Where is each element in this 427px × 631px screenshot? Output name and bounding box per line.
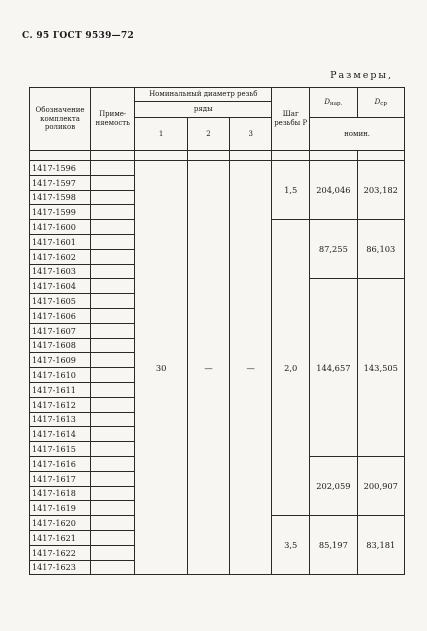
d-sr-value: 203,182 bbox=[357, 161, 404, 220]
page-header: С. 95 ГОСТ 9539—72 bbox=[22, 31, 135, 41]
row-designation: 1417-1610 bbox=[30, 368, 91, 383]
row-note bbox=[91, 382, 135, 397]
row-note bbox=[91, 368, 135, 383]
pitch-value: 2,0 bbox=[272, 220, 310, 516]
row-note bbox=[91, 530, 135, 545]
col-row-1: 1 bbox=[135, 118, 188, 151]
row-designation: 1417-1603 bbox=[30, 264, 91, 279]
col-d-sr: Dср bbox=[357, 88, 404, 118]
pitch-value: 3,5 bbox=[272, 516, 310, 575]
row-note bbox=[91, 205, 135, 220]
col-row-3: 3 bbox=[230, 118, 272, 151]
col-pitch: Шаг резьбы P bbox=[272, 88, 310, 151]
row-note bbox=[91, 471, 135, 486]
col-d-nar: Dнар. bbox=[310, 88, 357, 118]
pitch-value: 1,5 bbox=[272, 161, 310, 220]
units-label: Размеры, bbox=[330, 70, 393, 81]
row-designation: 1417-1612 bbox=[30, 397, 91, 412]
row-note bbox=[91, 545, 135, 560]
col-nominal-diameter: Номинальный диаметр резьб bbox=[135, 88, 272, 102]
roller-set-table bbox=[29, 87, 405, 575]
d-nar-value: 144,657 bbox=[310, 279, 357, 457]
row-designation: 1417-1619 bbox=[30, 501, 91, 516]
row-note bbox=[91, 308, 135, 323]
row-note bbox=[91, 442, 135, 457]
row-designation: 1417-1602 bbox=[30, 249, 91, 264]
row-designation: 1417-1598 bbox=[30, 190, 91, 205]
row-note bbox=[91, 456, 135, 471]
row-note bbox=[91, 264, 135, 279]
row-note bbox=[91, 279, 135, 294]
row-note bbox=[91, 220, 135, 235]
d-sr-value: 143,505 bbox=[357, 279, 404, 457]
row-designation: 1417-1622 bbox=[30, 545, 91, 560]
row-designation: 1417-1606 bbox=[30, 308, 91, 323]
row-designation: 1417-1617 bbox=[30, 471, 91, 486]
d-nar-value: 85,197 bbox=[310, 516, 357, 575]
row-designation: 1417-1600 bbox=[30, 220, 91, 235]
row-designation: 1417-1604 bbox=[30, 279, 91, 294]
row-note bbox=[91, 234, 135, 249]
row-designation: 1417-1623 bbox=[30, 560, 91, 575]
row-designation: 1417-1614 bbox=[30, 427, 91, 442]
col-note: Применяемость bbox=[91, 88, 135, 151]
row-designation: 1417-1618 bbox=[30, 486, 91, 501]
row-note bbox=[91, 323, 135, 338]
row-note bbox=[91, 294, 135, 309]
row-designation: 1417-1599 bbox=[30, 205, 91, 220]
row-note bbox=[91, 249, 135, 264]
row-designation: 1417-1605 bbox=[30, 294, 91, 309]
row2-value: — bbox=[187, 161, 229, 575]
row-designation: 1417-1607 bbox=[30, 323, 91, 338]
row-designation: 1417-1611 bbox=[30, 382, 91, 397]
row-designation: 1417-1613 bbox=[30, 412, 91, 427]
row-designation: 1417-1596 bbox=[30, 161, 91, 176]
row-designation: 1417-1601 bbox=[30, 234, 91, 249]
row-designation: 1417-1621 bbox=[30, 530, 91, 545]
row1-value: 30 bbox=[135, 161, 188, 575]
d-nar-value: 204,046 bbox=[310, 161, 357, 220]
row-note bbox=[91, 516, 135, 531]
d-sr-value: 86,103 bbox=[357, 220, 404, 279]
row-designation: 1417-1615 bbox=[30, 442, 91, 457]
row-designation: 1417-1597 bbox=[30, 175, 91, 190]
col-nominal-label: номин. bbox=[310, 118, 405, 151]
row-note bbox=[91, 486, 135, 501]
row-note bbox=[91, 190, 135, 205]
row-note bbox=[91, 338, 135, 353]
d-sr-value: 200,907 bbox=[357, 456, 404, 515]
row-note bbox=[91, 427, 135, 442]
row-note bbox=[91, 397, 135, 412]
col-row-2: 2 bbox=[187, 118, 229, 151]
row-designation: 1417-1616 bbox=[30, 456, 91, 471]
row-designation: 1417-1609 bbox=[30, 353, 91, 368]
col-rows-label: ряды bbox=[135, 102, 272, 118]
row3-value: — bbox=[230, 161, 272, 575]
d-nar-value: 87,255 bbox=[310, 220, 357, 279]
row-note bbox=[91, 353, 135, 368]
row-designation: 1417-1620 bbox=[30, 516, 91, 531]
col-designation: Обозначение комплекта роликов bbox=[30, 88, 91, 151]
d-sr-value: 83,181 bbox=[357, 516, 404, 575]
row-note bbox=[91, 501, 135, 516]
row-designation: 1417-1608 bbox=[30, 338, 91, 353]
table-row bbox=[30, 161, 405, 176]
row-note bbox=[91, 161, 135, 176]
row-note bbox=[91, 412, 135, 427]
row-note bbox=[91, 560, 135, 575]
row-note bbox=[91, 175, 135, 190]
d-nar-value: 202,059 bbox=[310, 456, 357, 515]
